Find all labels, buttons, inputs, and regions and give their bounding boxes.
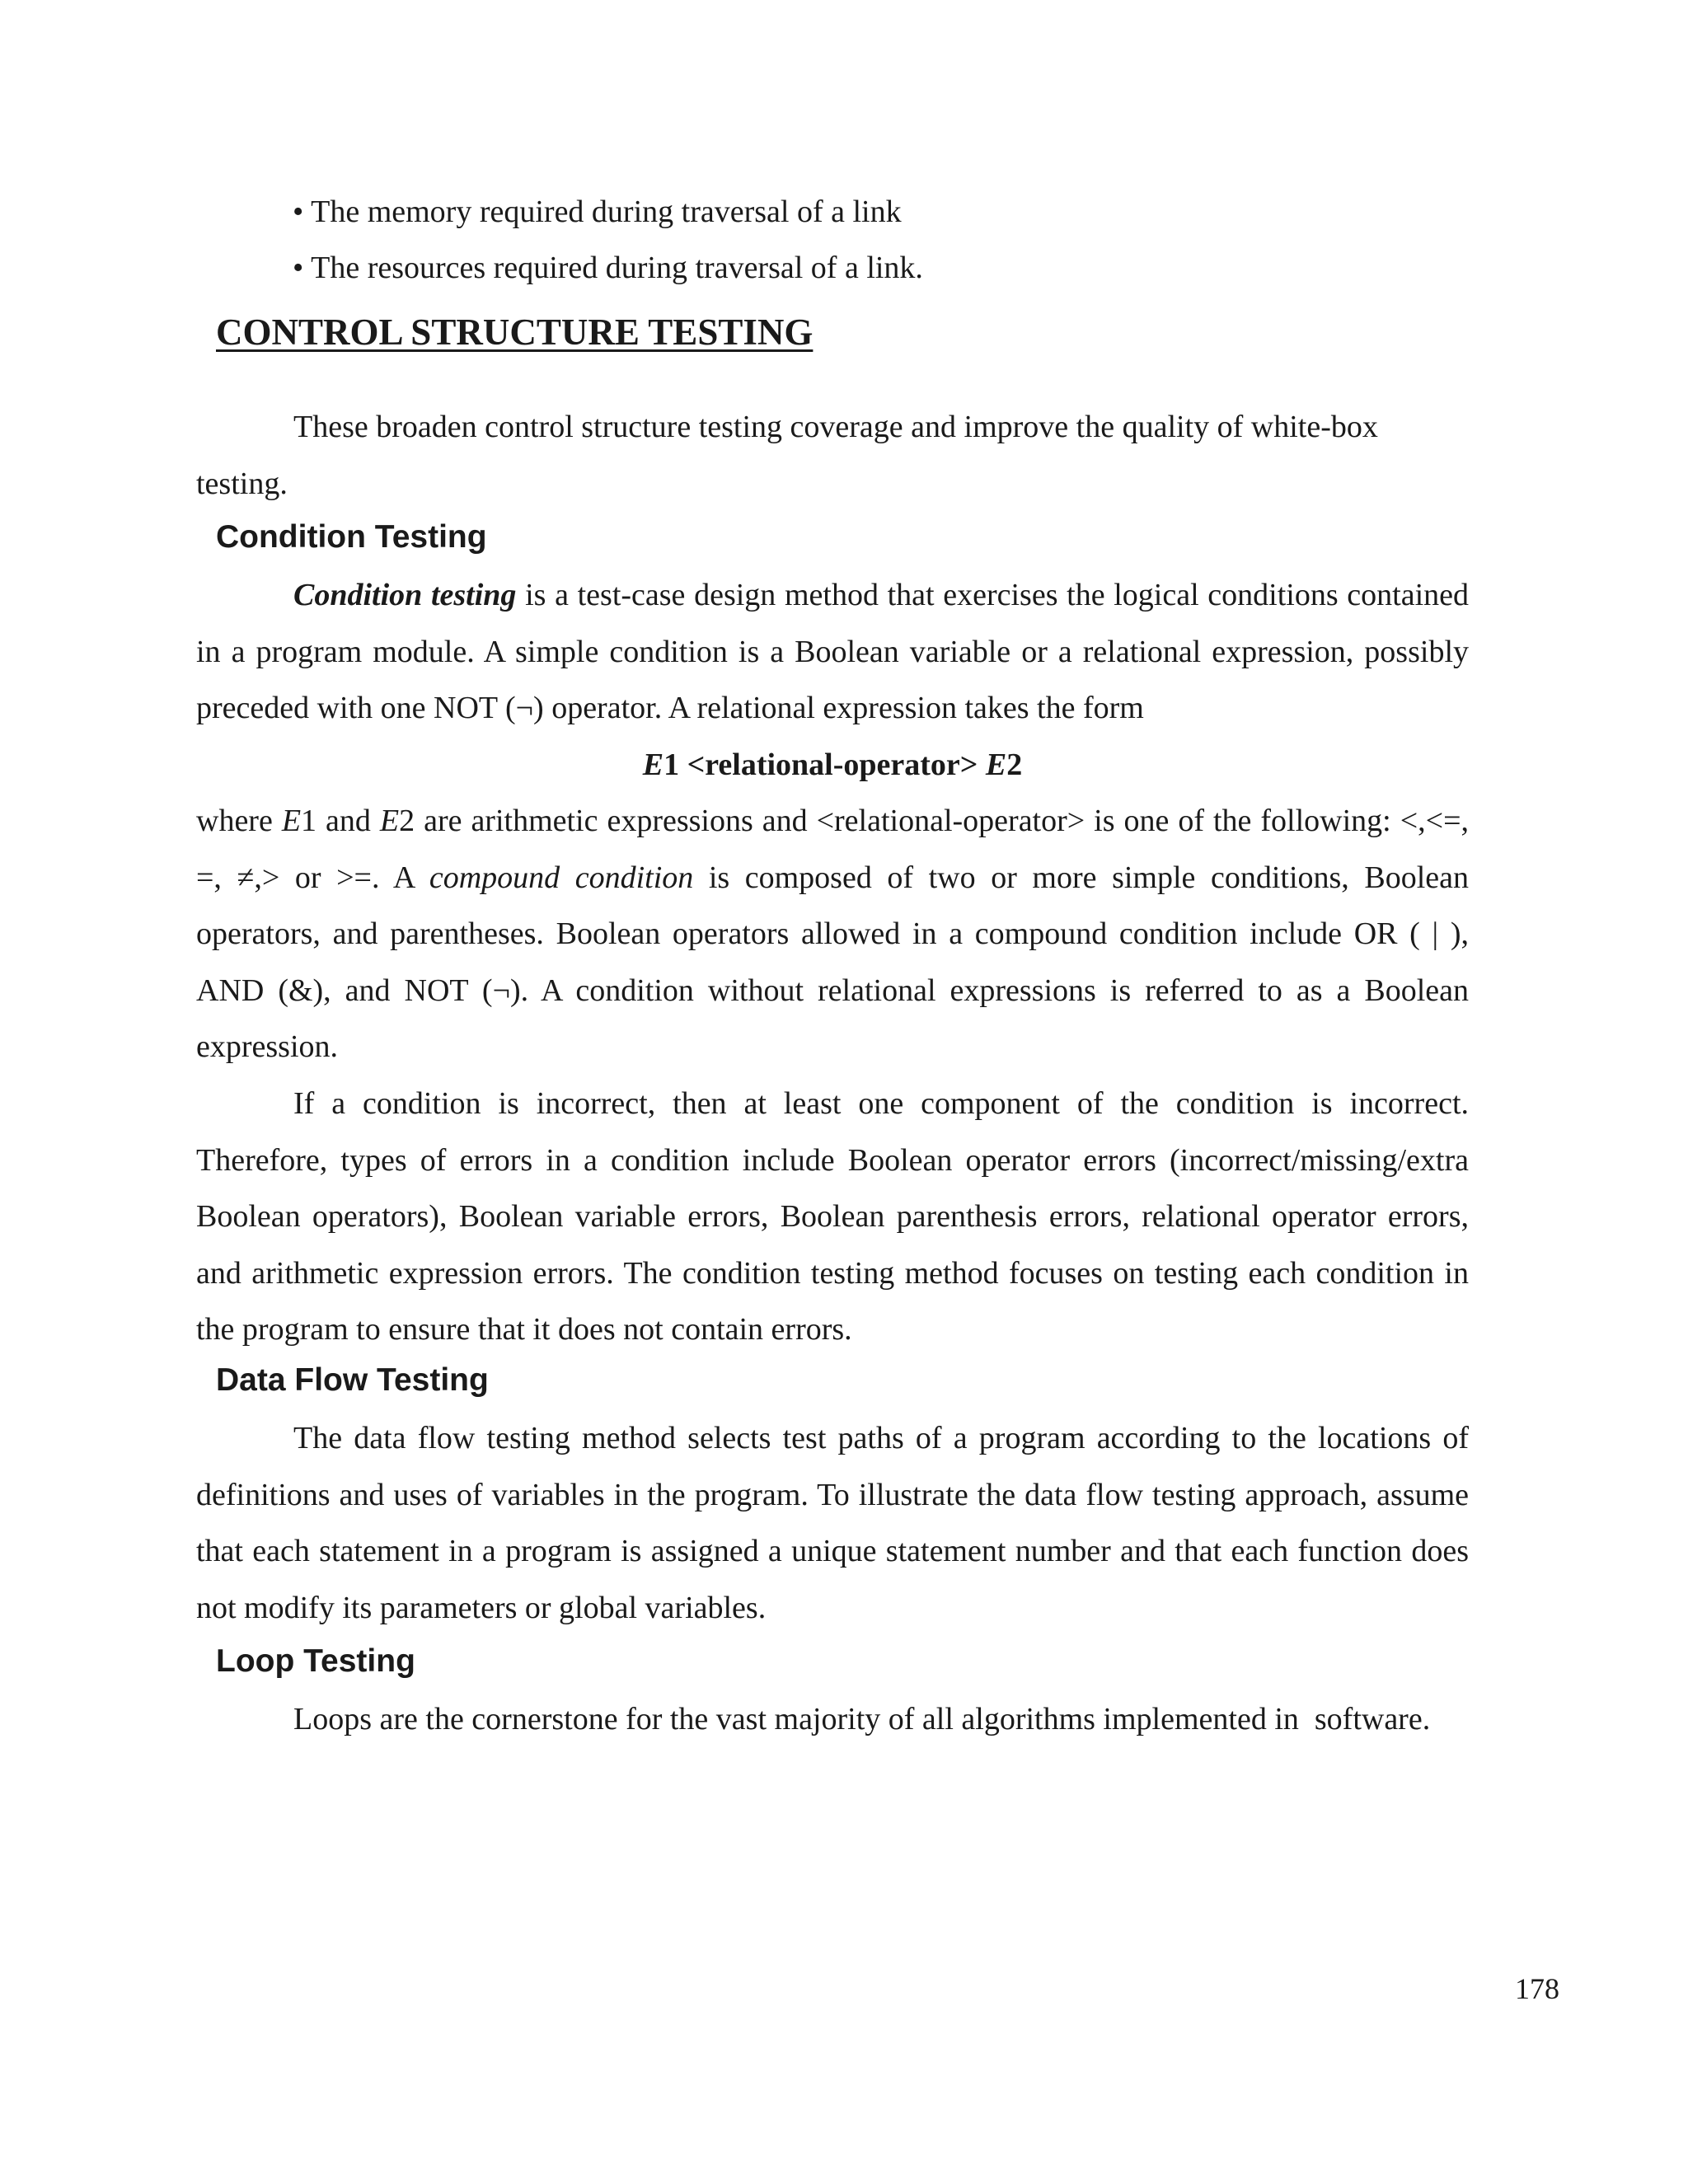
heading-condition-testing: Condition Testing [216, 519, 487, 555]
formula-end: 2 [1006, 748, 1023, 782]
condition-testing-text: is a test-case design method that exercises the logical conditions contained in a program module. A simple condition is a Boolean variable or a relational expression, possibly preceded with one NOT (¬) operator. A relational expression takes the form [196, 578, 1470, 726]
bullet-item: • The memory required during traversal of a link [293, 194, 902, 229]
formula-e2: E [985, 748, 1007, 782]
formula-e1: E [642, 748, 664, 782]
p2-text-c: 2 are arithmetic expressions and <relational-operator> is one of the following: <,<=, =, ≠,> or >=. A [196, 804, 1469, 895]
p2-e2: E [379, 804, 400, 838]
loop-testing-paragraph: Loops are the cornerstone for the vast majority of all algorithms implemented in software. [293, 1702, 1431, 1736]
intro-line-2: testing. [196, 466, 288, 501]
condition-testing-paragraph-1 [196, 567, 1469, 737]
condition-testing-paragraph-3: If a condition is incorrect, then at least one component of the condition is incorrect. Therefore, types of errors in a condition include Boolean operator errors (incorrect/missing/extra Boolean operators), Boolean variable errors, Boolean parenthesis errors, relational operator errors, and arithmetic expression errors. The condition testing method focuses on testing each condition in the program to ensure that it does not contain errors. [196, 1086, 1469, 1347]
formula-operator: 1 <relational-operator> [663, 748, 986, 782]
p2-text-d: is composed of two or more simple conditions, Boolean operators, and parentheses. Boolean operators allowed in a compound condition include OR ( | ), AND (&), and NOT (¬). A condition without relational expressions is referred to as a Boolean expression. [196, 860, 1469, 1065]
p2-text-a: where [196, 804, 282, 838]
heading-data-flow-testing: Data Flow Testing [216, 1362, 489, 1398]
p2-text-b: 1 and [301, 804, 380, 838]
term-condition-testing: Condition testing [293, 578, 517, 612]
page-number: 178 [1515, 1972, 1559, 2005]
relational-expression-formula [196, 737, 1469, 793]
heading-loop-testing: Loop Testing [216, 1643, 415, 1679]
data-flow-testing-paragraph: The data flow testing method selects test paths of a program according to the locations of definitions and uses of variables in the program. To illustrate the data flow testing approach, assume that each statement in a program is assigned a unique statement number and that each function does not modify its parameters or global variables. [196, 1421, 1469, 1625]
intro-line-1: These broaden control structure testing coverage and improve the quality of white-box [293, 410, 1378, 444]
term-compound-condition: compound condition [429, 860, 694, 895]
section-title: CONTROL STRUCTURE TESTING [216, 312, 814, 353]
p2-e1: E [281, 804, 302, 838]
condition-testing-paragraph-2 [196, 793, 1469, 1076]
intro-paragraph [196, 399, 1469, 512]
bullet-item: • The resources required during traversal of a link. [293, 251, 923, 285]
